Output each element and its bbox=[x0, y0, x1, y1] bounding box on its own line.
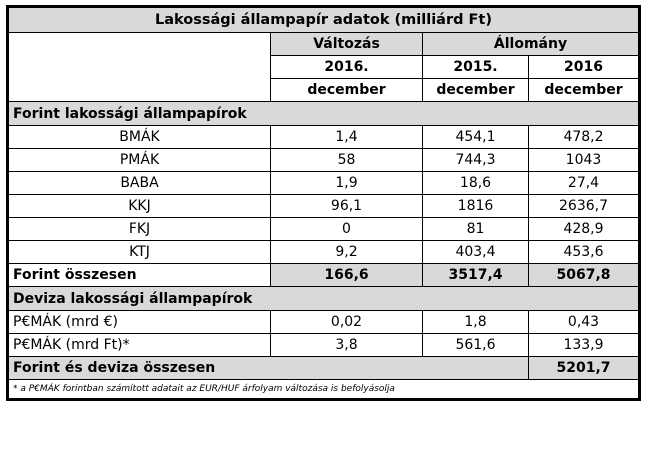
row-2016: 1043 bbox=[529, 149, 640, 172]
row-change: 96,1 bbox=[271, 195, 423, 218]
row-name: P€MÁK (mrd €) bbox=[8, 311, 271, 334]
row-name: BABA bbox=[8, 172, 271, 195]
section-header-forint bbox=[8, 102, 640, 126]
table-row bbox=[8, 126, 640, 149]
table-row bbox=[8, 334, 640, 357]
row-2015: 1,8 bbox=[423, 311, 529, 334]
row-name: KKJ bbox=[8, 195, 271, 218]
header-col1-year: 2016. bbox=[271, 56, 423, 79]
header-col2-month: december bbox=[423, 79, 529, 102]
row-change: 0 bbox=[271, 218, 423, 241]
title-row bbox=[8, 7, 640, 33]
row-name: P€MÁK (mrd Ft)* bbox=[8, 334, 271, 357]
footnote: * a P€MÁK forintban számított adatait az EUR/HUF árfolyam változása is befolyásolja bbox=[8, 380, 640, 400]
row-2015: 18,6 bbox=[423, 172, 529, 195]
footnote-row bbox=[8, 380, 640, 400]
section-label-forint: Forint lakossági állampapírok bbox=[8, 102, 640, 126]
header-col3-month: december bbox=[529, 79, 640, 102]
forint-total-label: Forint összesen bbox=[8, 264, 271, 287]
table-container bbox=[6, 5, 638, 401]
header-valtozas: Változás bbox=[271, 33, 423, 56]
row-2015: 744,3 bbox=[423, 149, 529, 172]
row-2015: 561,6 bbox=[423, 334, 529, 357]
header-row-1 bbox=[8, 33, 640, 56]
row-change: 3,8 bbox=[271, 334, 423, 357]
row-name: FKJ bbox=[8, 218, 271, 241]
table-row bbox=[8, 149, 640, 172]
section-label-deviza: Deviza lakossági állampapírok bbox=[8, 287, 640, 311]
table-row bbox=[8, 172, 640, 195]
forint-total-row bbox=[8, 264, 640, 287]
row-name: KTJ bbox=[8, 241, 271, 264]
row-2016: 453,6 bbox=[529, 241, 640, 264]
table-row bbox=[8, 195, 640, 218]
table-row bbox=[8, 218, 640, 241]
table-title: Lakossági állampapír adatok (milliárd Ft) bbox=[8, 7, 640, 33]
row-change: 9,2 bbox=[271, 241, 423, 264]
row-2015: 403,4 bbox=[423, 241, 529, 264]
header-col3-year: 2016 bbox=[529, 56, 640, 79]
row-2016: 27,4 bbox=[529, 172, 640, 195]
header-empty-cell bbox=[8, 33, 271, 102]
row-change: 58 bbox=[271, 149, 423, 172]
row-change: 1,4 bbox=[271, 126, 423, 149]
table-row bbox=[8, 241, 640, 264]
row-name: BMÁK bbox=[8, 126, 271, 149]
header-col2-year: 2015. bbox=[423, 56, 529, 79]
table-row bbox=[8, 311, 640, 334]
grand-total-2016: 5201,7 bbox=[529, 357, 640, 380]
row-2016: 428,9 bbox=[529, 218, 640, 241]
row-change: 0,02 bbox=[271, 311, 423, 334]
forint-total-2016: 5067,8 bbox=[529, 264, 640, 287]
row-2016: 0,43 bbox=[529, 311, 640, 334]
row-2016: 2636,7 bbox=[529, 195, 640, 218]
grand-total-label: Forint és deviza összesen bbox=[8, 357, 529, 380]
row-2015: 1816 bbox=[423, 195, 529, 218]
forint-total-2015: 3517,4 bbox=[423, 264, 529, 287]
row-2016: 133,9 bbox=[529, 334, 640, 357]
section-header-deviza bbox=[8, 287, 640, 311]
forint-total-change: 166,6 bbox=[271, 264, 423, 287]
header-col1-month: december bbox=[271, 79, 423, 102]
header-allomany: Állomány bbox=[423, 33, 640, 56]
row-change: 1,9 bbox=[271, 172, 423, 195]
row-2015: 454,1 bbox=[423, 126, 529, 149]
row-name: PMÁK bbox=[8, 149, 271, 172]
row-2015: 81 bbox=[423, 218, 529, 241]
grand-total-row bbox=[8, 357, 640, 380]
row-2016: 478,2 bbox=[529, 126, 640, 149]
government-securities-table bbox=[6, 5, 641, 401]
